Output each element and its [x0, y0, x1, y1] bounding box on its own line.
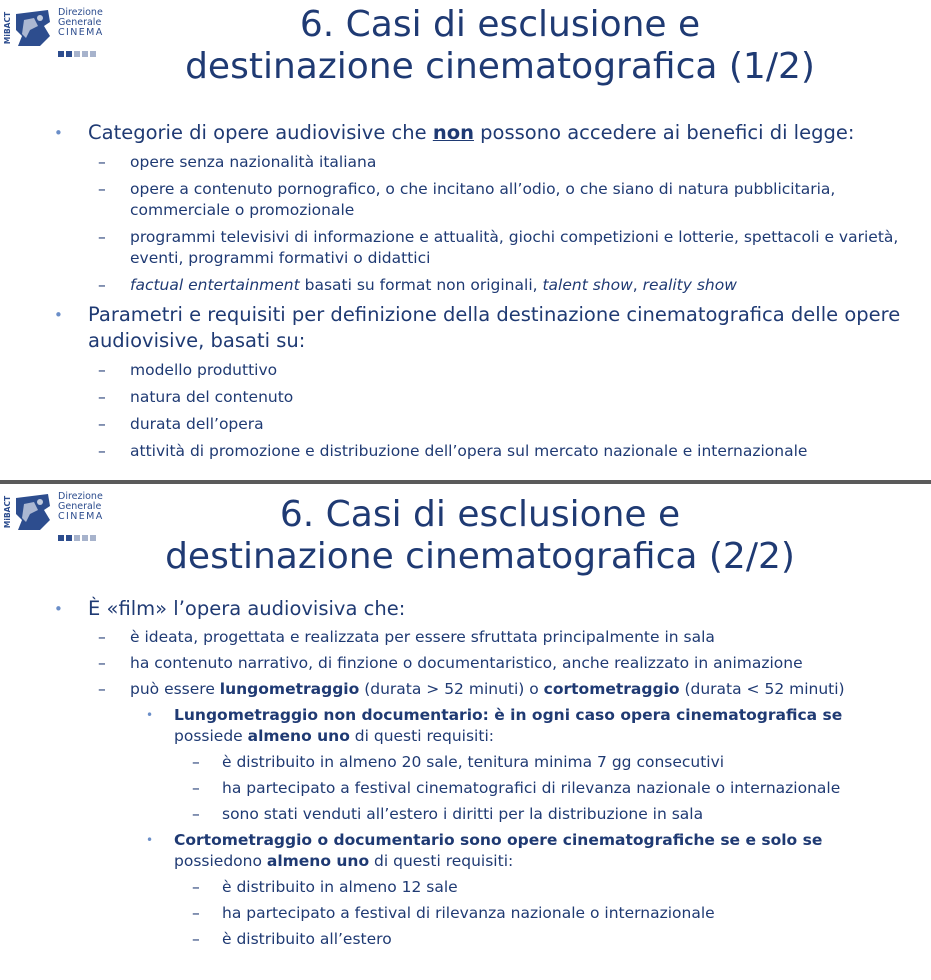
- list-item: – modello produttivo: [98, 361, 278, 379]
- bullet-icon: •: [54, 600, 63, 618]
- list-item-bold: lungometraggio: [219, 680, 360, 698]
- logo-line-3: CINEMA: [58, 511, 104, 522]
- list-item-text: ,: [632, 276, 643, 294]
- list-item-text: natura del contenuto: [130, 388, 294, 406]
- list-item-text: programmi televisivi di informazione e attualità, giochi competizioni e lotterie, spettacoli e varietà, eventi, programmi formativi o didattici: [130, 228, 899, 267]
- list-item-text: ha partecipato a festival cinematografici di rilevanza nazionale o internazionale: [222, 779, 841, 797]
- logo-line-2: Generale: [58, 17, 102, 28]
- list-item-text: opere a contenuto pornografico, o che incitano all’odio, o che siano di natura pubblicitaria, commerciale o promozionale: [130, 180, 836, 219]
- list-item-bold: cortometraggio: [543, 680, 680, 698]
- bullet-icon: •: [54, 306, 63, 324]
- bullet-icon: •: [54, 124, 63, 142]
- lungometraggio-block: [0, 705, 931, 747]
- list-item: – è ideata, progettata e realizzata per essere sfruttata principalmente in sala: [98, 628, 715, 646]
- logo-text: [58, 492, 104, 522]
- logo-squares: [58, 42, 98, 61]
- list-item-text: ha contenuto narrativo, di finzione o documentaristico, anche realizzato in animazione: [130, 654, 803, 672]
- list-item: – ha contenuto narrativo, di finzione o documentaristico, anche realizzato in animazione: [98, 654, 803, 672]
- mibact-emblem-icon: [4, 490, 54, 534]
- mibact-logo: [4, 6, 104, 50]
- logo-line-3: CINEMA: [58, 27, 104, 38]
- list-item: – opere a contenuto pornografico, o che incitano all’odio, o che siano di natura pubblicitaria, commerciale o promozionale: [98, 180, 836, 219]
- list-item-text: (durata > 52 minuti) o: [359, 680, 544, 698]
- list-item: – può essere lungometraggio (durata > 52 minuti) o cortometraggio (durata < 52 minuti): [98, 680, 845, 698]
- list-item-text: opere senza nazionalità italiana: [130, 153, 377, 171]
- bullet-text: È «film» l’opera audiovisiva che:: [88, 597, 406, 620]
- slide-1-content: [0, 120, 931, 462]
- cortometraggio-block: [0, 830, 931, 872]
- block-bold: almeno uno: [266, 852, 370, 870]
- list-item: – sono stati venduti all’estero i diritti per la distribuzione in sala: [192, 805, 704, 823]
- list-item-text: ha partecipato a festival di rilevanza nazionale o internazionale: [222, 904, 715, 922]
- title-line-2: destinazione cinematografica (1/2): [185, 46, 815, 87]
- list-item-text: sono stati venduti all’estero i diritti per la distribuzione in sala: [222, 805, 704, 823]
- bullet-icon: •: [146, 833, 154, 847]
- list-item-text: è distribuito all’estero: [222, 930, 392, 948]
- block-text: di questi requisiti:: [349, 727, 494, 745]
- list-item-text: (durata < 52 minuti): [679, 680, 845, 698]
- logo-squares: [58, 526, 98, 545]
- list-item: – è distribuito all’estero: [192, 930, 392, 948]
- list-item-text: modello produttivo: [130, 361, 278, 379]
- list-item-text: durata dell’opera: [130, 415, 264, 433]
- block-heading: Cortometraggio o documentario sono opere cinematografiche se e solo se: [174, 831, 823, 849]
- logo-side-text: MiBACT: [3, 495, 12, 529]
- logo-line-1: Direzione: [58, 491, 103, 502]
- page-title: [110, 494, 850, 578]
- list-item: – programmi televisivi di informazione e attualità, giochi competizioni e lotterie, spettacoli e varietà, eventi, programmi formativi o didattici: [98, 228, 899, 267]
- list-item-text: può essere: [130, 680, 220, 698]
- block-text: possiede: [174, 727, 248, 745]
- list-item-text: è ideata, progettata e realizzata per essere sfruttata principalmente in sala: [130, 628, 715, 646]
- slide-2-content: [0, 596, 931, 950]
- title-line-1: 6. Casi di esclusione e: [279, 494, 681, 535]
- block-bold: almeno uno: [247, 727, 350, 745]
- list-item: – factual entertainment basati su format non originali, talent show, reality show: [98, 276, 737, 294]
- list-item-italic: reality show: [642, 276, 737, 294]
- slide-1: [0, 0, 931, 480]
- list-item: – natura del contenuto: [98, 388, 294, 406]
- bullet-text-end: possono accedere ai benefici di legge:: [473, 121, 855, 144]
- list-item: – è distribuito in almeno 20 sale, tenitura minima 7 gg consecutivi: [192, 753, 725, 771]
- list-item: – ha partecipato a festival di rilevanza nazionale o internazionale: [192, 904, 715, 922]
- bullet-film-definition: [0, 596, 931, 622]
- mibact-emblem-icon: [4, 6, 54, 50]
- page-title: [150, 4, 850, 88]
- block-text: possiedono: [174, 852, 267, 870]
- bullet-excluded-categories: [0, 120, 931, 146]
- list-item-italic: factual entertainment: [130, 276, 300, 294]
- list-item-text: basati su format non originali,: [299, 276, 543, 294]
- bullet-parameters: [0, 302, 931, 354]
- slide-2: [0, 484, 931, 980]
- logo-side-text: MiBACT: [3, 11, 12, 45]
- list-item: – ha partecipato a festival cinematografici di rilevanza nazionale o internazionale: [192, 779, 841, 797]
- block-heading: Lungometraggio non documentario: è in ogni caso opera cinematografica se: [174, 706, 843, 724]
- list-item-text: è distribuito in almeno 20 sale, tenitura minima 7 gg consecutivi: [222, 753, 725, 771]
- list-item: – opere senza nazionalità italiana: [98, 153, 377, 171]
- block-text: di questi requisiti:: [369, 852, 514, 870]
- title-line-2: destinazione cinematografica (2/2): [165, 536, 795, 577]
- list-item: – attività di promozione e distribuzione dell’opera sul mercato nazionale e internazionale: [98, 442, 808, 460]
- list-item-text: attività di promozione e distribuzione dell’opera sul mercato nazionale e internazionale: [130, 442, 808, 460]
- title-line-1: 6. Casi di esclusione e: [299, 4, 701, 45]
- list-item-italic: talent show: [542, 276, 633, 294]
- logo-line-1: Direzione: [58, 7, 103, 18]
- bullet-text: Categorie di opere audiovisive che: [88, 121, 433, 144]
- list-item-text: è distribuito in almeno 12 sale: [222, 878, 458, 896]
- list-item: – durata dell’opera: [98, 415, 264, 433]
- bullet-text: Parametri e requisiti per definizione della destinazione cinematografica delle opere audiovisive, basati su:: [88, 303, 901, 352]
- mibact-logo: [4, 490, 104, 534]
- bullet-emphasis: non: [432, 121, 474, 144]
- list-item: – è distribuito in almeno 12 sale: [192, 878, 458, 896]
- bullet-icon: •: [146, 708, 154, 722]
- logo-line-2: Generale: [58, 501, 102, 512]
- logo-text: [58, 8, 104, 38]
